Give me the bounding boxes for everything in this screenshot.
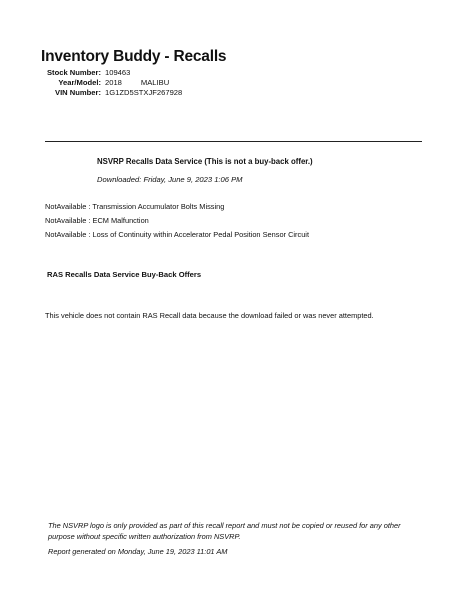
stock-number-label: Stock Number: xyxy=(46,68,101,77)
recall-item: NotAvailable : ECM Malfunction xyxy=(45,216,149,225)
report-title: Inventory Buddy - Recalls xyxy=(41,48,227,65)
vin-label: VIN Number: xyxy=(55,88,101,97)
stock-number-value: 109463 xyxy=(105,68,131,77)
year-model-row xyxy=(0,78,169,88)
nsvrp-section-heading: NSVRP Recalls Data Service (This is not a buy-back offer.) xyxy=(97,157,313,166)
ras-section-heading: RAS Recalls Data Service Buy-Back Offers xyxy=(47,270,202,279)
section-divider xyxy=(45,141,422,142)
model-value: MALIBU xyxy=(140,78,170,87)
report-generated-timestamp: Report generated on Monday, June 19, 2023 11:01 AM xyxy=(48,547,228,556)
ras-status-message: This vehicle does not contain RAS Recall data because the download failed or was never attempted. xyxy=(45,311,374,320)
recall-item: NotAvailable : Transmission Accumulator Bolts Missing xyxy=(45,202,225,211)
stock-number-row xyxy=(0,68,130,78)
download-timestamp: Downloaded: Friday, June 9, 2023 1:06 PM xyxy=(97,175,243,184)
year-model-label: Year/Model: xyxy=(58,78,101,87)
vin-value: 1G1ZD5STXJF267928 xyxy=(105,88,183,97)
vin-row xyxy=(0,88,182,98)
recall-item: NotAvailable : Loss of Continuity within Accelerator Pedal Position Sensor Circuit xyxy=(45,230,310,239)
logo-disclaimer: The NSVRP logo is only provided as part of this recall report and must not be copied or reused for any other purpose without specific written authorization from NSVRP. xyxy=(48,521,401,541)
year-value: 2018 xyxy=(105,78,122,87)
